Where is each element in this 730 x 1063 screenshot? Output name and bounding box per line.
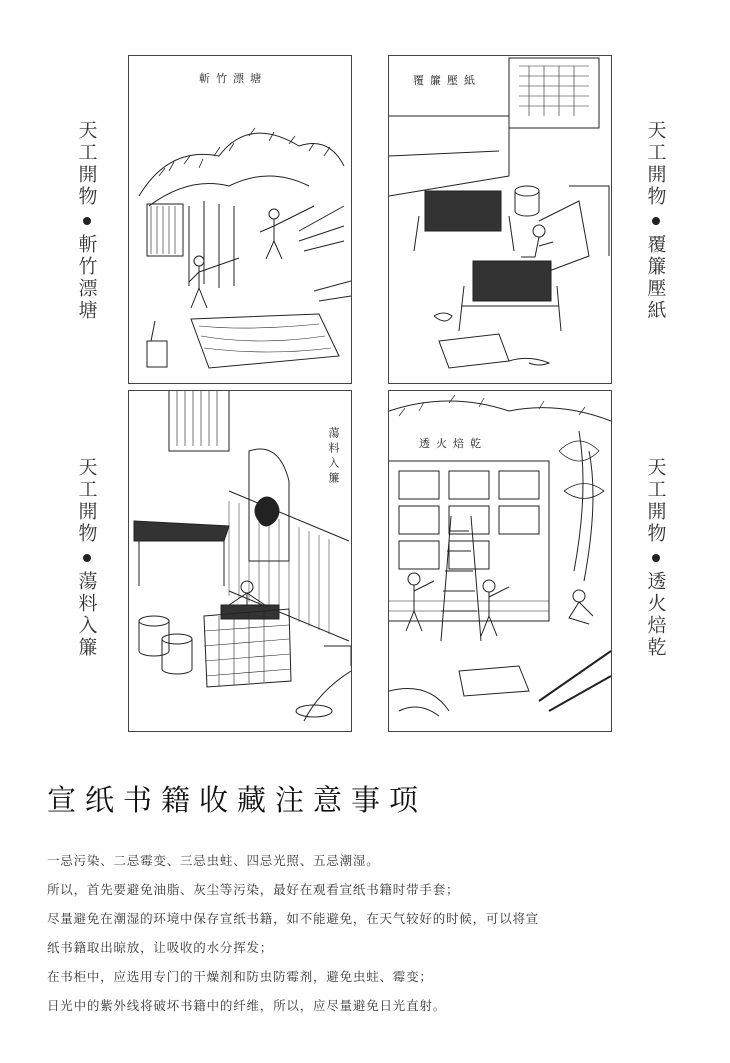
note-line: 在书柜中，应选用专门的干燥剂和防虫防霉剂，避免虫蛀、霉变；	[47, 969, 433, 984]
side-label-source: 天工開物	[644, 120, 667, 208]
side-label-name: 斬竹漂塘	[75, 234, 98, 322]
side-label-top-right	[643, 120, 669, 322]
panel-caption: 透火焙乾	[419, 437, 487, 450]
bullet-dot	[83, 554, 91, 562]
panel-caption: 斬竹漂塘	[199, 72, 267, 85]
side-label-name: 蕩料入簾	[75, 571, 98, 659]
bullet-dot	[83, 217, 91, 225]
side-label-name: 透火焙乾	[644, 571, 667, 659]
scooping-pulp-illustration	[129, 391, 351, 731]
illustration-panel-pressing-paper	[388, 55, 612, 384]
panel-caption: 蕩料入簾	[327, 427, 340, 487]
side-label-source: 天工開物	[75, 120, 98, 208]
side-label-top-left	[74, 120, 100, 322]
side-label-source: 天工開物	[644, 457, 667, 545]
bamboo-soaking-illustration	[129, 56, 351, 383]
illustration-panel-fire-drying	[388, 390, 612, 732]
note-line: 所以，首先要避免油脂、灰尘等污染，最好在观看宣纸书籍时带手套；	[47, 882, 460, 897]
side-label-bottom-right	[643, 457, 669, 659]
side-label-source: 天工開物	[75, 457, 98, 545]
side-label-name: 覆簾壓紙	[644, 234, 667, 322]
illustration-panel-scooping-pulp	[128, 390, 352, 732]
bullet-dot	[652, 554, 660, 562]
note-line: 纸书籍取出晾放，让吸收的水分挥发；	[47, 940, 274, 955]
notes-list	[47, 846, 697, 1020]
side-label-bottom-left	[74, 457, 100, 659]
panel-caption: 覆簾壓紙	[413, 74, 481, 87]
illustration-panel-bamboo-soaking	[128, 55, 352, 384]
bullet-dot	[652, 217, 660, 225]
note-line: 日光中的紫外线将破坏书籍中的纤维，所以，应尽量避免日光直射。	[47, 998, 447, 1013]
note-line: 尽量避免在潮湿的环境中保存宣纸书籍，如不能避免，在天气较好的时候，可以将宣	[47, 911, 540, 926]
note-line: 一忌污染、二忌霉变、三忌虫蛀、四忌光照、五忌潮湿。	[47, 853, 380, 868]
pressing-paper-illustration	[389, 56, 611, 383]
page-title: 宣纸书籍收藏注意事项	[47, 783, 428, 817]
